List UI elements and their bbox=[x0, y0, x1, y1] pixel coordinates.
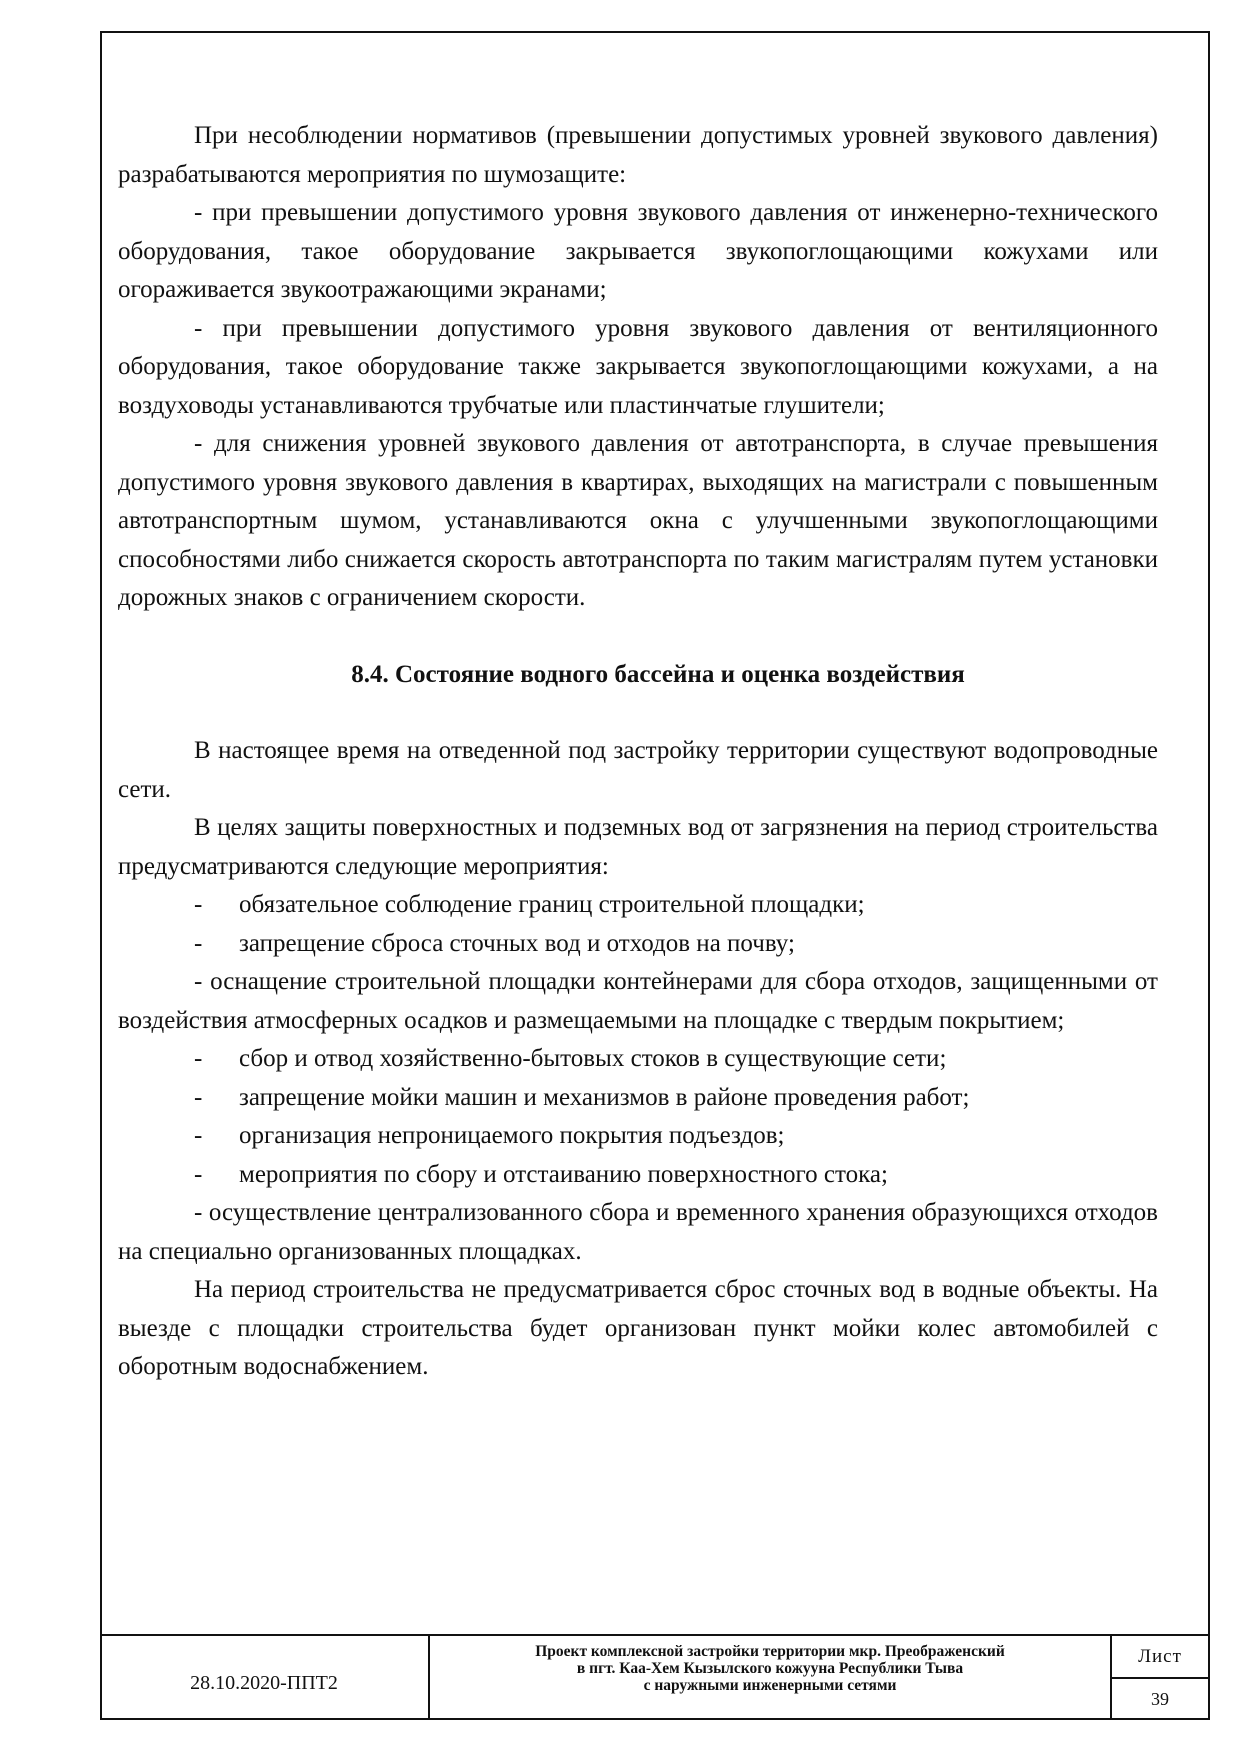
list-dash: - bbox=[194, 891, 203, 918]
list-item-text: сбор и отвод хозяйственно-бытовых стоков в существующие сети; bbox=[239, 1045, 947, 1072]
list-item: - оснащение строительной площадки контейнерами для сбора отходов, защищенными от воздействия атмосферных осадков и размещаемыми на площадке с твердым покрытием; bbox=[118, 968, 1158, 1034]
list-item-text: обязательное соблюдение границ строительной площадки; bbox=[239, 891, 865, 918]
paragraph-ventilation-equipment: - при превышении допустимого уровня звукового давления от вентиляционного оборудования, такое оборудование также закрывается звукопоглощающими кожухами, а на воздуховоды устанавливаются трубчатые или пластинчатые глушители; bbox=[118, 314, 1158, 419]
list-item bbox=[118, 1117, 1158, 1156]
title-block bbox=[100, 1634, 1210, 1720]
project-title-line: с наружными инженерными сетями bbox=[643, 1677, 897, 1694]
project-title-line: Проект комплексной застройки территории мкр. Преображенский bbox=[535, 1643, 1005, 1660]
list-item bbox=[118, 1079, 1158, 1118]
section-heading: 8.4. Состояние водного бассейна и оценка воздействия bbox=[351, 660, 965, 688]
list-item: - осуществление централизованного сбора и временного хранения образующихся отходов на специально организованных площадках. bbox=[118, 1199, 1158, 1265]
list-item bbox=[118, 1156, 1158, 1195]
paragraph-traffic-noise: - для снижения уровней звукового давления от автотранспорта, в случае превышения допустимого уровня звукового давления в квартирах, выходящих на магистрали с повышенным автотранспортным шумом, устанавливаются окна с улучшенными звукопоглощающими способностями либо снижается скорость автотранспорта по таким магистралям путем установки дорожных знаков с ограничением скорости. bbox=[118, 430, 1158, 611]
list-item-text: запрещение сброса сточных вод и отходов на почву; bbox=[239, 929, 795, 957]
list-item bbox=[118, 925, 1158, 964]
document-body bbox=[118, 117, 1158, 1387]
list-dash: - bbox=[194, 929, 203, 957]
list-item-text: мероприятия по сбору и отстаиванию поверхностного стока; bbox=[239, 1160, 888, 1188]
paragraph-noise-intro: При несоблюдении нормативов (превышении допустимых уровней звукового давления) разрабатываются мероприятия по шумозащите: bbox=[118, 122, 1158, 188]
list-dash: - bbox=[194, 1160, 203, 1188]
document-code: 28.10.2020-ППТ2 bbox=[100, 1636, 430, 1720]
list-dash: - bbox=[194, 1045, 203, 1072]
list-dash: - bbox=[194, 1122, 203, 1149]
project-title bbox=[430, 1636, 1112, 1720]
project-title-line: в пгт. Каа-Хем Кызылского кожууна Республики Тыва bbox=[576, 1660, 964, 1677]
list-item bbox=[118, 1040, 1158, 1079]
sheet-label: Лист bbox=[1112, 1636, 1208, 1679]
paragraph-water-protection: В целях защиты поверхностных и подземных вод от загрязнения на период строительства предусматриваются следующие мероприятия: bbox=[118, 814, 1158, 880]
paragraph-water-networks: В настоящее время на отведенной под застройку территории существуют водопроводные сети. bbox=[118, 737, 1158, 803]
list-item-text: запрещение мойки машин и механизмов в районе проведения работ; bbox=[239, 1083, 970, 1111]
sheet-number: 39 bbox=[1151, 1689, 1169, 1709]
list-dash: - bbox=[194, 1083, 203, 1111]
list-item-text: организация непроницаемого покрытия подъездов; bbox=[239, 1122, 785, 1149]
list-item bbox=[118, 886, 1158, 925]
paragraph-engineering-equipment: - при превышении допустимого уровня звукового давления от инженерно-технического оборудования, такое оборудование закрывается звукопоглощающими кожухами или огораживается звукоотражающими экранами; bbox=[118, 199, 1158, 303]
paragraph-wastewater: На период строительства не предусматривается сброс сточных вод в водные объекты. На выезде с площадки строительства будет организован пункт мойки колес автомобилей с оборотным водоснабжением. bbox=[118, 1276, 1158, 1380]
